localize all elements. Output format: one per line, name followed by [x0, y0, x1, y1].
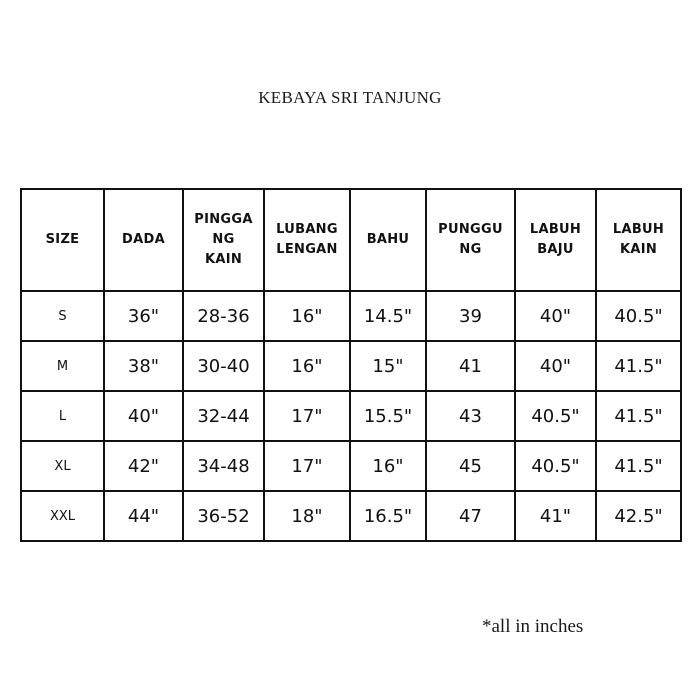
table-cell: 44" — [104, 491, 183, 541]
table-cell: 45 — [426, 441, 515, 491]
table-cell: 40.5" — [596, 291, 681, 341]
table-cell: 28-36 — [183, 291, 264, 341]
table-row — [21, 291, 681, 341]
table-row — [21, 341, 681, 391]
table-cell: 34-48 — [183, 441, 264, 491]
column-header-labuh-kain: LABUH KAIN — [596, 189, 681, 291]
table-row — [21, 391, 681, 441]
column-header-punggung: PUNGGU NG — [426, 189, 515, 291]
table-cell: 40.5" — [515, 391, 596, 441]
table-cell-size: XXL — [21, 491, 104, 541]
table-row — [21, 441, 681, 491]
table-cell: 15" — [350, 341, 426, 391]
table-cell: 41 — [426, 341, 515, 391]
table-cell: 16" — [350, 441, 426, 491]
table-cell-size: S — [21, 291, 104, 341]
table-cell: 17" — [264, 441, 350, 491]
table-cell: 38" — [104, 341, 183, 391]
table-cell: 40" — [515, 341, 596, 391]
table-cell: 43 — [426, 391, 515, 441]
page-title: KEBAYA SRI TANJUNG — [258, 88, 442, 107]
table-cell: 42" — [104, 441, 183, 491]
column-header-dada: DADA — [104, 189, 183, 291]
column-header-bahu: BAHU — [350, 189, 426, 291]
table-cell: 16" — [264, 291, 350, 341]
table-cell: 40" — [104, 391, 183, 441]
table-cell: 47 — [426, 491, 515, 541]
table-cell: 15.5" — [350, 391, 426, 441]
table-cell-size: L — [21, 391, 104, 441]
table-cell: 16.5" — [350, 491, 426, 541]
table-cell: 16" — [264, 341, 350, 391]
table-cell: 36-52 — [183, 491, 264, 541]
column-header-pinggang-kain: PINGGA NG KAIN — [183, 189, 264, 291]
table-cell-size: XL — [21, 441, 104, 491]
column-header-lubang-lengan: LUBANG LENGAN — [264, 189, 350, 291]
table-header-row — [21, 189, 681, 291]
table-cell: 36" — [104, 291, 183, 341]
table-cell: 30-40 — [183, 341, 264, 391]
table-cell: 42.5" — [596, 491, 681, 541]
table-row — [21, 491, 681, 541]
table-cell-size: M — [21, 341, 104, 391]
table-cell: 41.5" — [596, 391, 681, 441]
table-cell: 32-44 — [183, 391, 264, 441]
table-cell: 17" — [264, 391, 350, 441]
table-cell: 39 — [426, 291, 515, 341]
table-cell: 18" — [264, 491, 350, 541]
table-cell: 40.5" — [515, 441, 596, 491]
size-chart-table — [20, 188, 682, 542]
column-header-labuh-baju: LABUH BAJU — [515, 189, 596, 291]
column-header-size: SIZE — [21, 189, 104, 291]
table-cell: 40" — [515, 291, 596, 341]
table-cell: 41.5" — [596, 441, 681, 491]
table-cell: 41" — [515, 491, 596, 541]
table-cell: 41.5" — [596, 341, 681, 391]
units-note: *all in inches — [482, 616, 584, 637]
table-cell: 14.5" — [350, 291, 426, 341]
